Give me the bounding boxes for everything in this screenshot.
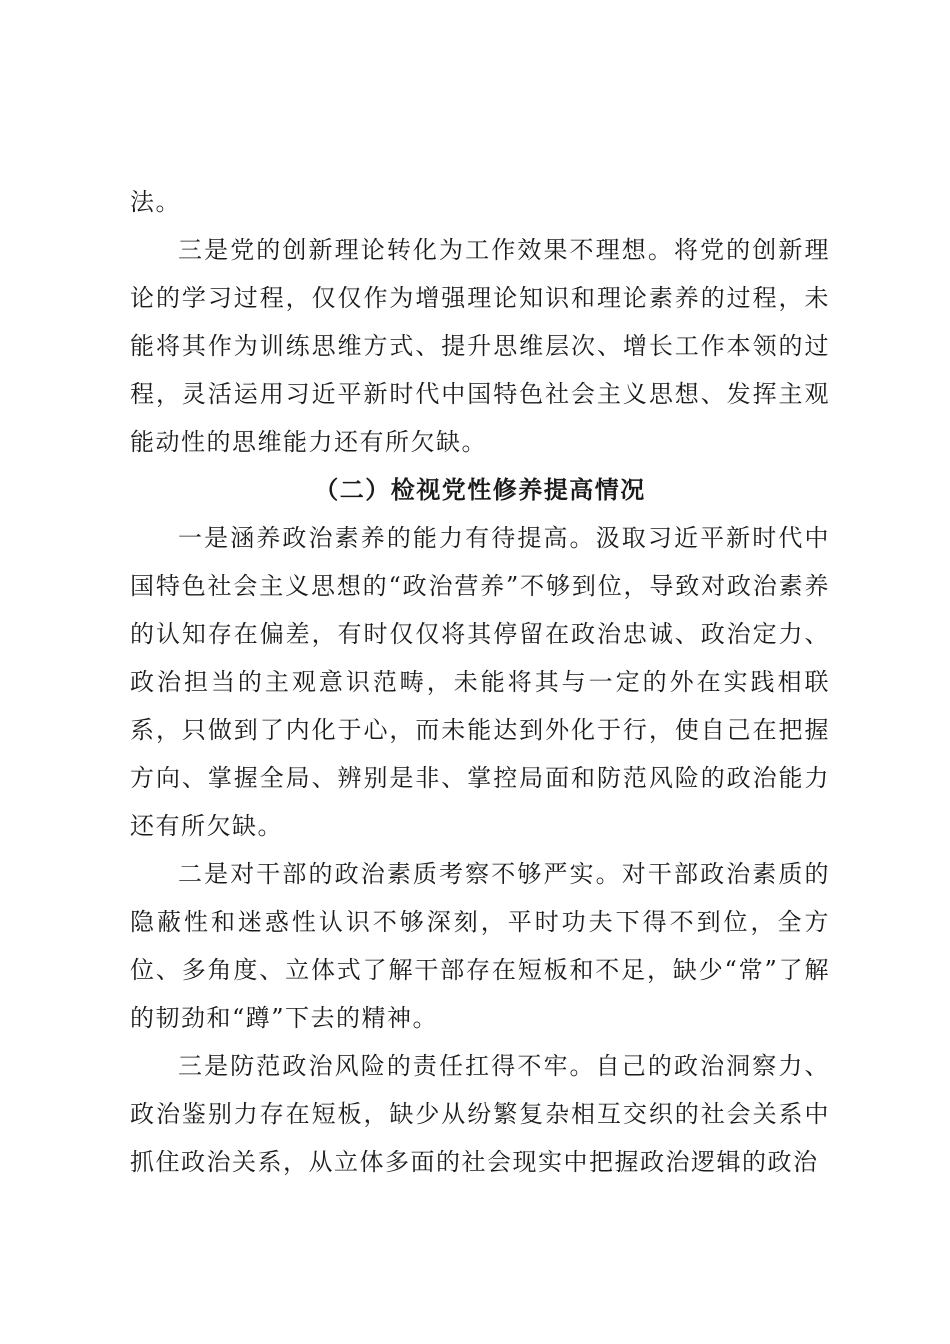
document-body bbox=[130, 178, 830, 1186]
section-heading: （二）检视党性修养提高情况 bbox=[314, 475, 646, 504]
paragraph-political-literacy: 一是涵养政治素养的能力有待提高。汲取习近平新时代中国特色社会主义思想的“政治营养”不够到位，导致对政治素养的认知存在偏差，有时仅仅将其停留在政治忠诚、政治定力、政治担当的主观意识范畴，未能将其与一定的外在实践相联系，只做到了内化于心，而未能达到外化于行，使自己在把握方向、掌握全局、辨别是非、掌控局面和防范风险的政治能力还有所欠缺。 bbox=[130, 524, 830, 840]
paragraph-cadre-inspection: 二是对干部的政治素质考察不够严实。对干部政治素质的隐蔽性和迷惑性认识不够深刻，平时功夫下得不到位，全方位、多角度、立体式了解干部存在短板和不足，缺少“常”了解的韧劲和“蹲”下去的精神。 bbox=[130, 860, 830, 1032]
paragraph-political-risk: 三是防范政治风险的责任扛得不牢。自己的政治洞察力、政治鉴别力存在短板，缺少从纷繁复杂相互交织的社会关系中抓住政治关系，从立体多面的社会现实中把握政治逻辑的政治 bbox=[130, 1052, 830, 1176]
paragraph-continuation: 法。 bbox=[130, 188, 181, 216]
paragraph-innovation-theory: 三是党的创新理论转化为工作效果不理想。将党的创新理论的学习过程，仅仅作为增强理论知识和理论素养的过程，未能将其作为训练思维方式、提升思维层次、增长工作本领的过程，灵活运用习近平新时代中国特色社会主义思想、发挥主观能动性的思维能力还有所欠缺。 bbox=[130, 236, 830, 456]
